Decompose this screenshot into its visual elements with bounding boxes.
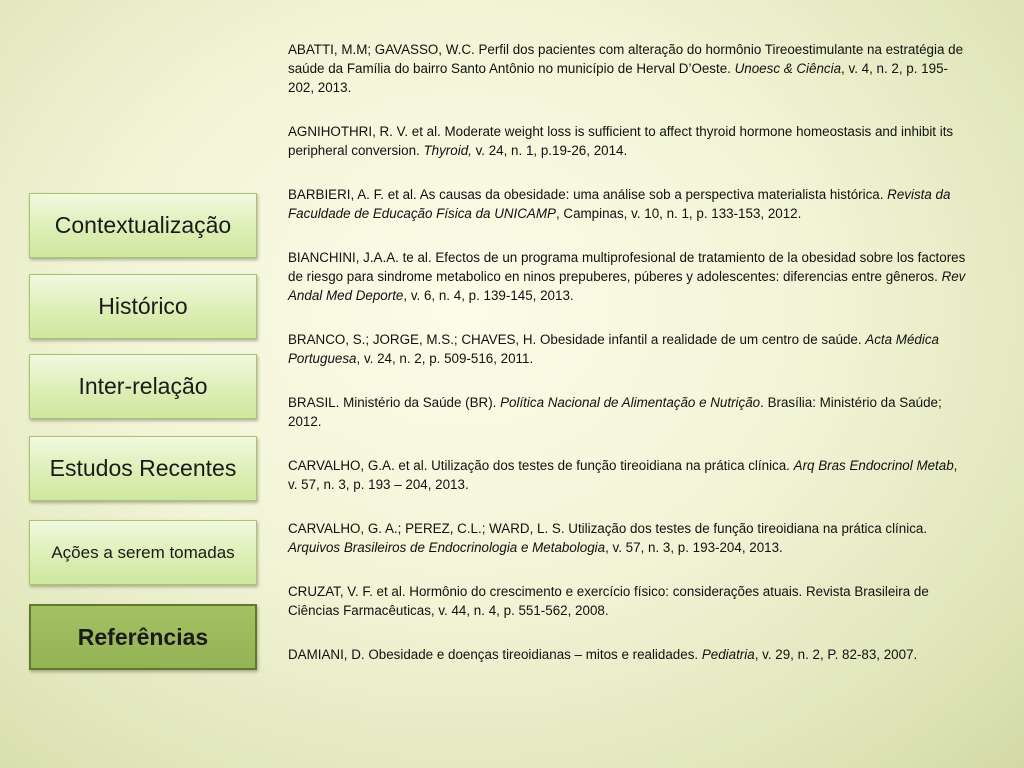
reference-item: AGNIHOTHRI, R. V. et al. Moderate weight loss is sufficient to affect thyroid hormone homeostasis and inhibit its peripheral conversion. Thyroid, v. 24, n. 1, p.19-26, 2014. bbox=[288, 124, 954, 158]
nav-acoes-button[interactable]: Ações a serem tomadas bbox=[29, 520, 257, 585]
reference-item: BARBIERI, A. F. et al. As causas da obesidade: uma análise sob a perspectiva materialista histórica. Revista da Faculdade de Educação Física da UNICAMP, Campinas, v. 10, n. 1, p. 133-153, 2012. bbox=[288, 187, 951, 221]
nav-historico-button[interactable]: Histórico bbox=[29, 274, 257, 339]
reference-item: ABATTI, M.M; GAVASSO, W.C. Perfil dos pacientes com alteração do hormônio Tireoestimulante na estratégia de saúde da Família do bairro Santo Antônio no município de Herval D’Oeste. Unoesc & Ciência, v. 4, n. 2, p. 195-202, 2013. bbox=[288, 42, 964, 95]
references-list bbox=[288, 40, 970, 664]
reference-item: CRUZAT, V. F. et al. Hormônio do crescimento e exercício físico: considerações atuais. Revista Brasileira de Ciências Farmacêuticas, v. 44, n. 4, p. 551-562, 2008. bbox=[288, 584, 929, 618]
reference-item: CARVALHO, G.A. et al. Utilização dos testes de função tireoidiana na prática clínica. Arq Bras Endocrinol Metab, v. 57, n. 3, p. 193 – 204, 2013. bbox=[288, 458, 958, 492]
nav-contextualizacao-button[interactable]: Contextualização bbox=[29, 193, 257, 258]
reference-item: BIANCHINI, J.A.A. te al. Efectos de un programa multiprofesional de tratamiento de la obesidad sobre los factores de riesgo para sindrome metabolico en ninos prepuberes, púberes y adolescentes: diferencias entre gêneros. Rev Andal Med Deporte, v. 6, n. 4, p. 139-145, 2013. bbox=[288, 250, 966, 303]
reference-item: DAMIANI, D. Obesidade e doenças tireoidianas – mitos e realidades. Pediatria, v. 29, n. 2, P. 82-83, 2007. bbox=[288, 647, 918, 662]
reference-item: CARVALHO, G. A.; PEREZ, C.L.; WARD, L. S. Utilização dos testes de função tireoidiana na prática clínica. Arquivos Brasileiros de Endocrinologia e Metabologia, v. 57, n. 3, p. 193-204, 2013. bbox=[288, 521, 928, 555]
nav-referencias-button[interactable]: Referências bbox=[29, 604, 257, 670]
nav-estudos-recentes-button[interactable]: Estudos Recentes bbox=[29, 436, 257, 501]
reference-item: BRASIL. Ministério da Saúde (BR). Política Nacional de Alimentação e Nutrição. Brasília: Ministério da Saúde; 2012. bbox=[288, 395, 942, 429]
reference-item: BRANCO, S.; JORGE, M.S.; CHAVES, H. Obesidade infantil a realidade de um centro de saúde. Acta Médica Portuguesa, v. 24, n. 2, p. 509-516, 2011. bbox=[288, 332, 939, 366]
nav-inter-relacao-button[interactable]: Inter-relação bbox=[29, 354, 257, 419]
